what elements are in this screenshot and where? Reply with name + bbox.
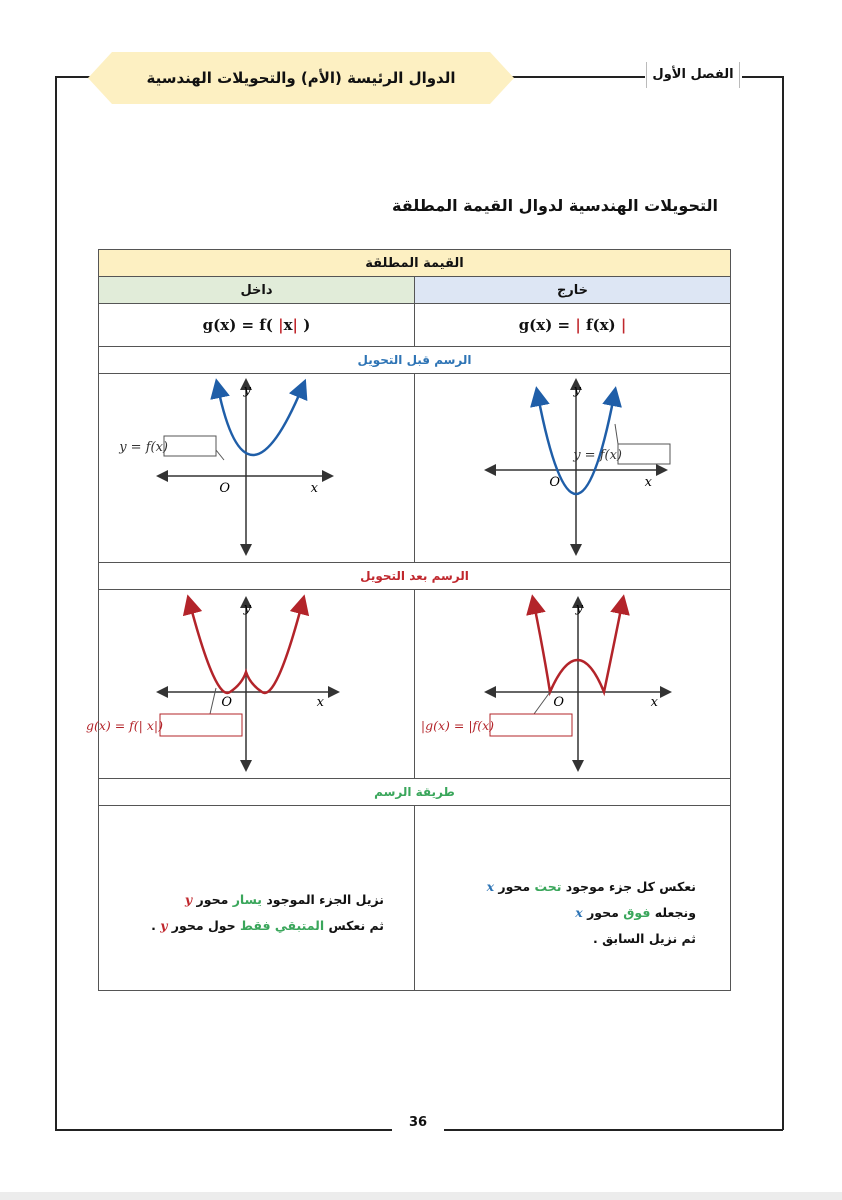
highlight: المتبقي فقط <box>239 918 325 933</box>
curve-label: g(x) = |f(x)| <box>420 718 494 733</box>
curve-label: y = f(x) <box>119 440 168 455</box>
formula-inside <box>99 304 415 347</box>
method-inside-cell <box>99 806 415 991</box>
method-inside <box>99 857 414 939</box>
frame-left-line <box>55 76 57 1130</box>
method-outside <box>415 844 730 952</box>
text: نعكس كل جزء موجود <box>561 879 696 894</box>
label-before-transform: الرسم قبل التحويل <box>99 347 731 374</box>
text: حول محور <box>167 918 240 933</box>
callout-pointer <box>534 692 550 714</box>
table-header: القيمة المطلقة <box>99 250 731 277</box>
curve-label: g(x) = f(| x|) <box>85 718 163 733</box>
y-axis-label: y <box>243 383 251 398</box>
y-axis-label: y <box>575 601 583 616</box>
absolute-value-table <box>85 249 731 991</box>
formula-outside-lhs: g(x) = <box>518 316 576 334</box>
formula-inside-lhs: g(x) = f( <box>202 316 279 334</box>
frame-right-line <box>782 76 784 1130</box>
y-axis-label: y <box>243 601 251 616</box>
formula-outside-bar-left: | <box>575 316 581 334</box>
label-method: طريقة الرسم <box>99 779 731 806</box>
text: . <box>151 918 161 933</box>
highlight: تحت <box>534 879 562 894</box>
callout-pointer <box>615 424 618 444</box>
bottom-strip <box>0 1192 842 1200</box>
formula-inside-rhs: ) <box>297 316 311 334</box>
x-axis-label: x <box>316 695 324 710</box>
method-inside-line-1 <box>99 887 384 913</box>
variable: y <box>160 918 168 933</box>
page-number: 36 <box>408 1115 428 1130</box>
text: نزيل الجزء الموجود <box>262 892 384 907</box>
highlight: يسار <box>232 892 262 907</box>
header-banner-title: الدوال الرئيسة (الأم) والتحويلات الهندسية <box>146 69 456 87</box>
column-inside-header: داخل <box>99 277 415 304</box>
text: ونجعله <box>650 905 696 920</box>
graph-after-inside <box>85 590 414 774</box>
frame-bottom-left-line <box>55 1129 392 1131</box>
frame-top-mid-line <box>505 76 645 78</box>
highlight: فوق <box>623 905 651 920</box>
method-outside-line-3: ثم نزيل السابق . <box>593 931 696 946</box>
callout-box <box>160 714 242 736</box>
variable: x <box>575 905 583 920</box>
callout-pointer <box>216 450 224 460</box>
text: ثم نعكس <box>324 918 384 933</box>
origin-label: O <box>553 695 564 710</box>
curve-f <box>218 388 302 455</box>
frame-top-right-line <box>742 76 783 78</box>
method-outside-line-1 <box>415 874 696 900</box>
graph-before-inside-cell <box>99 374 415 563</box>
formula-inside-bar-right: | <box>292 316 298 334</box>
column-outside-header: خارج <box>415 277 731 304</box>
formula-inside-bar-left: | <box>278 316 284 334</box>
x-axis-label: x <box>310 481 318 496</box>
label-after-transform: الرسم بعد التحويل <box>99 563 731 590</box>
text: محور <box>192 892 233 907</box>
formula-outside-bar-right: | <box>620 316 627 334</box>
x-axis-label: x <box>644 475 652 490</box>
variable: x <box>486 879 495 894</box>
graph-before-outside-cell <box>415 374 731 563</box>
method-inside-line-2 <box>99 913 384 939</box>
frame-bottom-right-line <box>444 1129 783 1131</box>
section-title: التحويلات الهندسية لدوال القيمة المطلقة <box>392 196 718 215</box>
formula-outside <box>415 304 731 347</box>
graph-after-outside <box>414 590 730 774</box>
origin-label: O <box>219 481 230 496</box>
curve-label: y = f(x) <box>573 448 622 463</box>
method-outside-line-2 <box>415 900 696 926</box>
method-outside-cell <box>415 806 731 991</box>
origin-label: O <box>549 475 560 490</box>
y-axis-label: y <box>573 383 581 398</box>
origin-label: O <box>221 695 232 710</box>
chapter-label: الفصل الأول <box>646 62 740 88</box>
formula-inside-mid: x <box>283 316 293 334</box>
callout-box <box>618 444 670 464</box>
graph-after-outside-cell <box>415 590 731 779</box>
text: محور <box>494 879 535 894</box>
graph-before-inside <box>98 374 414 558</box>
graph-before-outside <box>414 374 730 558</box>
callout-box <box>490 714 572 736</box>
variable: y <box>184 892 193 907</box>
text: محور <box>582 905 624 920</box>
graph-after-inside-cell <box>85 590 415 779</box>
callout-box <box>164 436 216 456</box>
x-axis-label: x <box>650 695 658 710</box>
formula-outside-mid: f(x) <box>580 316 621 334</box>
